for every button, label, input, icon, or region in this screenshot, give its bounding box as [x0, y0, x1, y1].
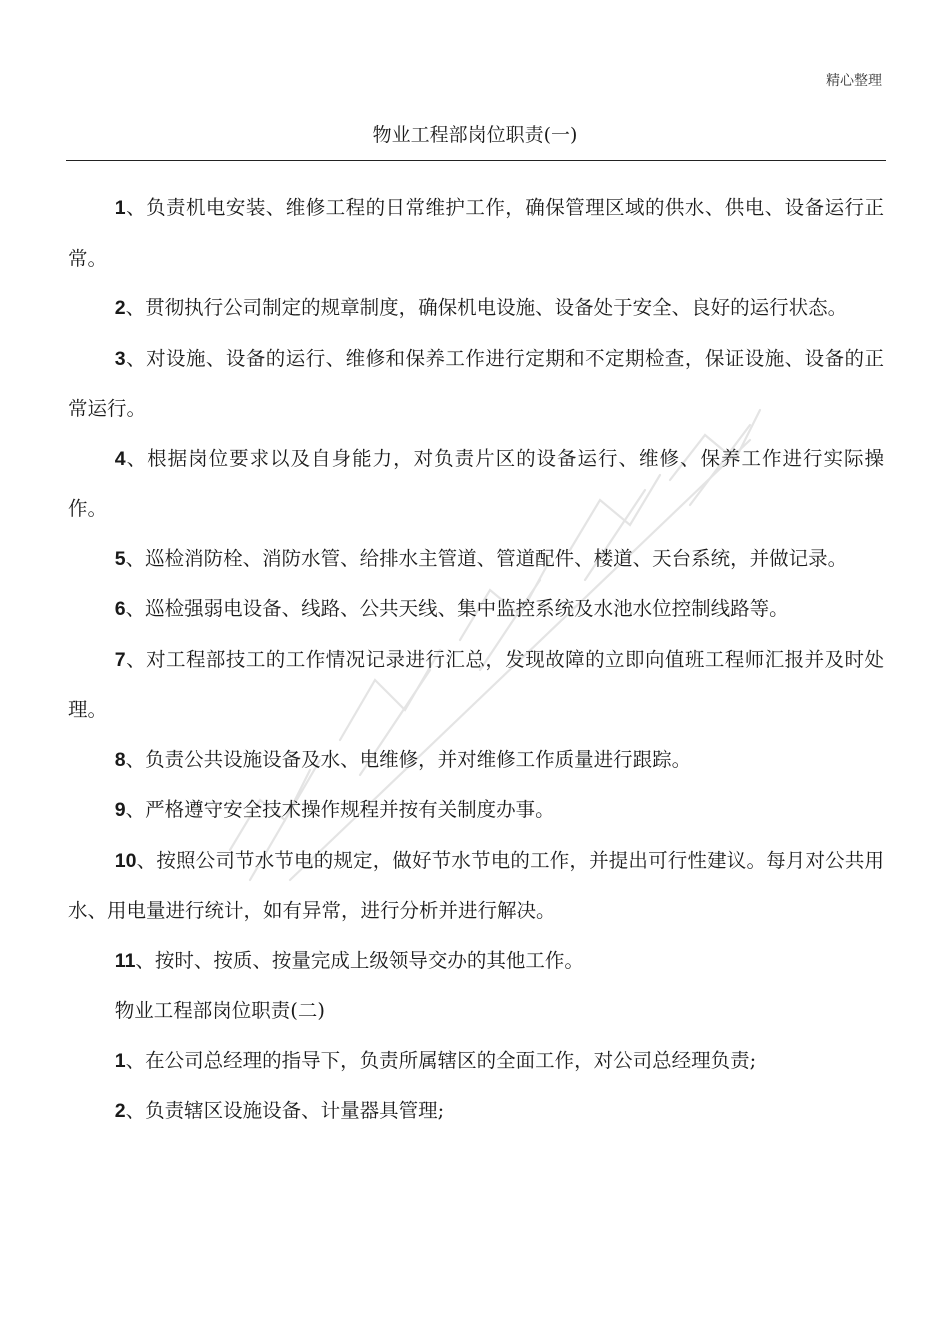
list-item: 2、负责辖区设施设备、计量器具管理;: [114, 1099, 445, 1122]
list-item: 7、对工程部技工的工作情况记录进行汇总，发现故障的立即向值班工程师汇报并及时处理。: [68, 647, 884, 721]
list-item: 5、巡检消防栓、消防水管、给排水主管道、管道配件、楼道、天台系统，并做记录。: [114, 546, 848, 570]
list-item: 11、按时、按质、按量完成上级领导交办的其他工作。: [114, 948, 584, 972]
document-title: 物业工程部岗位职责(一): [372, 124, 578, 146]
title-divider: [66, 160, 886, 161]
section-title: 物业工程部岗位职责(二): [114, 999, 326, 1022]
list-item: 3、对设施、设备的运行、维修和保养工作进行定期和不定期检查，保证设施、设备的正常运行。: [68, 346, 884, 420]
list-item: 8、负责公共设施设备及水、电维修，并对维修工作质量进行跟踪。: [114, 747, 692, 771]
list-item: 4、根据岗位要求以及自身能力，对负责片区的设备运行、维修、保养工作进行实际操作。: [68, 446, 884, 520]
list-item: 10、按照公司节水节电的规定，做好节水节电的工作，并提出可行性建议。每月对公共用水、用电量进行统计，如有异常，进行分析并进行解决。: [68, 848, 884, 922]
list-item: 6、巡检强弱电设备、线路、公共天线、集中监控系统及水池水位控制线路等。: [114, 597, 789, 620]
list-item: 9、严格遵守安全技术操作规程并按有关制度办事。: [114, 798, 555, 821]
list-item: 1、负责机电安装、维修工程的日常维护工作，确保管理区域的供水、供电、设备运行正常。: [68, 196, 884, 270]
list-item: 1、在公司总经理的指导下，负责所属辖区的全面工作，对公司总经理负责;: [114, 1048, 757, 1072]
list-item: 2、贯彻执行公司制定的规章制度，确保机电设施、设备处于安全、良好的运行状态。: [114, 296, 848, 319]
document-body: [68, 183, 884, 1137]
header-note: 精心整理: [826, 73, 882, 89]
